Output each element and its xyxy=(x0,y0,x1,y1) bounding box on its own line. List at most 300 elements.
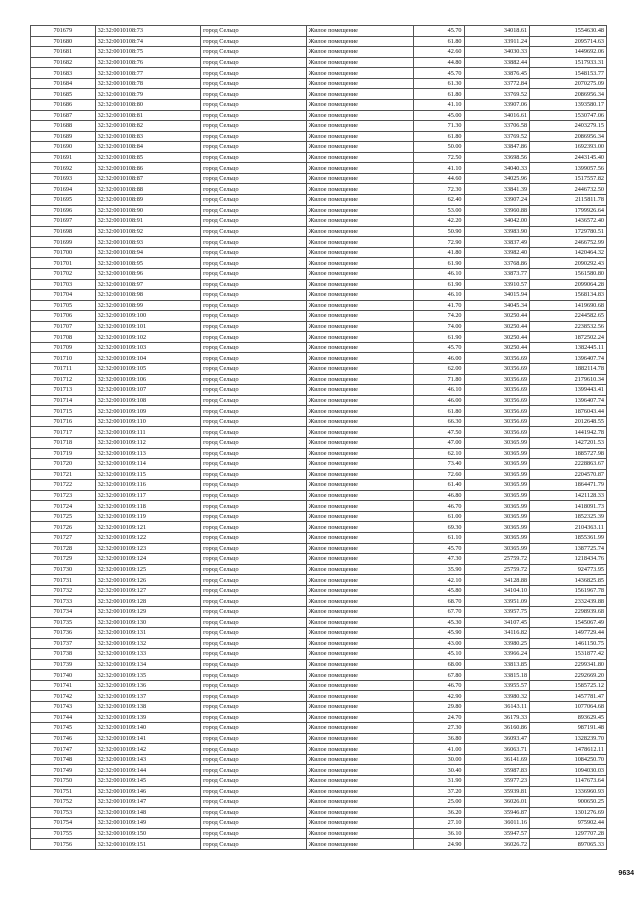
cell-price: 36093.47 xyxy=(464,733,530,744)
cell-type: Жилое помещение xyxy=(306,152,414,163)
cell-type: Жилое помещение xyxy=(306,596,414,607)
cell-area: 50.00 xyxy=(414,142,464,153)
cell-city: город Сельцо xyxy=(201,416,307,427)
cell-num: 701690 xyxy=(31,142,96,153)
cell-cadastral: 32:32:0010109:122 xyxy=(95,533,201,544)
cell-price: 30356.69 xyxy=(464,395,530,406)
cell-cadastral: 32:32:0010109:143 xyxy=(95,754,201,765)
cell-cadastral: 32:32:0010108:95 xyxy=(95,258,201,269)
cell-num: 701705 xyxy=(31,300,96,311)
cell-num: 701689 xyxy=(31,131,96,142)
cell-value: 1441942.78 xyxy=(530,427,607,438)
cell-num: 701747 xyxy=(31,744,96,755)
cell-city: город Сельцо xyxy=(201,99,307,110)
cell-area: 42.60 xyxy=(414,47,464,58)
cell-price: 36026.01 xyxy=(464,797,530,808)
cell-price: 25759.72 xyxy=(464,564,530,575)
cell-area: 61.00 xyxy=(414,511,464,522)
cell-num: 701752 xyxy=(31,797,96,808)
cell-type: Жилое помещение xyxy=(306,775,414,786)
cell-value: 1530747.06 xyxy=(530,110,607,121)
cell-num: 701696 xyxy=(31,205,96,216)
cell-city: город Сельцо xyxy=(201,237,307,248)
cell-price: 33837.49 xyxy=(464,237,530,248)
cell-type: Жилое помещение xyxy=(306,659,414,670)
cell-price: 33966.24 xyxy=(464,649,530,660)
cell-cadastral: 32:32:0010108:86 xyxy=(95,163,201,174)
cell-city: город Сельцо xyxy=(201,268,307,279)
cell-type: Жилое помещение xyxy=(306,533,414,544)
cell-value: 1545067.49 xyxy=(530,617,607,628)
cell-area: 61.90 xyxy=(414,279,464,290)
cell-area: 41.00 xyxy=(414,744,464,755)
cell-price: 30356.69 xyxy=(464,353,530,364)
cell-area: 24.90 xyxy=(414,839,464,850)
cell-area: 41.10 xyxy=(414,99,464,110)
cell-city: город Сельцо xyxy=(201,26,307,37)
cell-cadastral: 32:32:0010109:107 xyxy=(95,385,201,396)
table-row xyxy=(31,353,607,364)
cell-value: 2443145.40 xyxy=(530,152,607,163)
cell-cadastral: 32:32:0010109:117 xyxy=(95,490,201,501)
cell-area: 72.90 xyxy=(414,237,464,248)
cell-city: город Сельцо xyxy=(201,459,307,470)
cell-num: 701704 xyxy=(31,290,96,301)
table-row xyxy=(31,247,607,258)
table-row xyxy=(31,533,607,544)
cell-value: 2204570.87 xyxy=(530,469,607,480)
table-row xyxy=(31,26,607,37)
cell-area: 62.00 xyxy=(414,364,464,375)
cell-num: 701749 xyxy=(31,765,96,776)
cell-area: 30.00 xyxy=(414,754,464,765)
cell-area: 24.70 xyxy=(414,712,464,723)
cell-num: 701703 xyxy=(31,279,96,290)
table-row xyxy=(31,775,607,786)
cell-city: город Сельцо xyxy=(201,786,307,797)
cell-city: город Сельцо xyxy=(201,649,307,660)
cell-area: 46.10 xyxy=(414,268,464,279)
cell-city: город Сельцо xyxy=(201,828,307,839)
cell-cadastral: 32:32:0010109:148 xyxy=(95,807,201,818)
cell-type: Жилое помещение xyxy=(306,702,414,713)
cell-price: 35947.57 xyxy=(464,828,530,839)
cell-num: 701754 xyxy=(31,818,96,829)
table-row xyxy=(31,395,607,406)
cell-value: 975902.44 xyxy=(530,818,607,829)
cell-price: 30365.99 xyxy=(464,448,530,459)
cell-num: 701736 xyxy=(31,628,96,639)
cell-area: 37.20 xyxy=(414,786,464,797)
cell-cadastral: 32:32:0010109:146 xyxy=(95,786,201,797)
cell-city: город Сельцо xyxy=(201,765,307,776)
table-row xyxy=(31,691,607,702)
cell-num: 701719 xyxy=(31,448,96,459)
cell-cadastral: 32:32:0010108:79 xyxy=(95,89,201,100)
cell-value: 1554630.48 xyxy=(530,26,607,37)
cell-price: 33698.56 xyxy=(464,152,530,163)
cell-value: 1427201.53 xyxy=(530,437,607,448)
cell-cadastral: 32:32:0010108:98 xyxy=(95,290,201,301)
cell-area: 36.20 xyxy=(414,807,464,818)
table-row xyxy=(31,723,607,734)
table-row xyxy=(31,205,607,216)
cell-area: 61.10 xyxy=(414,533,464,544)
cell-type: Жилое помещение xyxy=(306,754,414,765)
cell-area: 72.30 xyxy=(414,184,464,195)
cell-city: город Сельцо xyxy=(201,152,307,163)
cell-value: 1399443.41 xyxy=(530,385,607,396)
cell-cadastral: 32:32:0010109:121 xyxy=(95,522,201,533)
cell-num: 701751 xyxy=(31,786,96,797)
cell-type: Жилое помещение xyxy=(306,543,414,554)
cell-city: город Сельцо xyxy=(201,659,307,670)
cell-type: Жилое помещение xyxy=(306,564,414,575)
cell-type: Жилое помещение xyxy=(306,480,414,491)
cell-price: 36160.86 xyxy=(464,723,530,734)
cell-city: город Сельцо xyxy=(201,195,307,206)
cell-cadastral: 32:32:0010109:149 xyxy=(95,818,201,829)
cell-value: 1517557.82 xyxy=(530,173,607,184)
cell-price: 30365.99 xyxy=(464,490,530,501)
cell-num: 701685 xyxy=(31,89,96,100)
cell-area: 42.10 xyxy=(414,575,464,586)
cell-type: Жилое помещение xyxy=(306,617,414,628)
cell-price: 36026.72 xyxy=(464,839,530,850)
cell-city: город Сельцо xyxy=(201,575,307,586)
cell-value: 2095714.63 xyxy=(530,36,607,47)
cell-cadastral: 32:32:0010109:136 xyxy=(95,680,201,691)
cell-value: 1885727.98 xyxy=(530,448,607,459)
cell-num: 701723 xyxy=(31,490,96,501)
cell-value: 1084250.70 xyxy=(530,754,607,765)
cell-type: Жилое помещение xyxy=(306,78,414,89)
cell-value: 1420464.32 xyxy=(530,247,607,258)
cell-city: город Сельцо xyxy=(201,142,307,153)
cell-area: 67.70 xyxy=(414,606,464,617)
cell-cadastral: 32:32:0010108:89 xyxy=(95,195,201,206)
cell-price: 30365.99 xyxy=(464,543,530,554)
cell-type: Жилое помещение xyxy=(306,279,414,290)
cell-cadastral: 32:32:0010108:78 xyxy=(95,78,201,89)
cell-type: Жилое помещение xyxy=(306,247,414,258)
table-row xyxy=(31,237,607,248)
cell-area: 41.80 xyxy=(414,247,464,258)
cell-price: 34104.10 xyxy=(464,585,530,596)
cell-area: 66.30 xyxy=(414,416,464,427)
cell-type: Жилое помещение xyxy=(306,469,414,480)
table-row xyxy=(31,385,607,396)
cell-value: 893629.45 xyxy=(530,712,607,723)
table-row xyxy=(31,490,607,501)
cell-type: Жилое помещение xyxy=(306,47,414,58)
cell-area: 45.90 xyxy=(414,628,464,639)
table-row xyxy=(31,797,607,808)
cell-value: 2099064.28 xyxy=(530,279,607,290)
table-row xyxy=(31,300,607,311)
cell-type: Жилое помещение xyxy=(306,99,414,110)
cell-area: 74.20 xyxy=(414,311,464,322)
cell-num: 701701 xyxy=(31,258,96,269)
cell-num: 701718 xyxy=(31,437,96,448)
cell-num: 701746 xyxy=(31,733,96,744)
cell-cadastral: 32:32:0010108:85 xyxy=(95,152,201,163)
cell-area: 45.00 xyxy=(414,110,464,121)
cell-city: город Сельцо xyxy=(201,374,307,385)
cell-price: 34018.61 xyxy=(464,26,530,37)
cell-num: 701715 xyxy=(31,406,96,417)
cell-area: 45.80 xyxy=(414,585,464,596)
cell-type: Жилое помещение xyxy=(306,36,414,47)
cell-num: 701683 xyxy=(31,68,96,79)
cell-type: Жилое помещение xyxy=(306,723,414,734)
cell-value: 2090292.43 xyxy=(530,258,607,269)
cell-cadastral: 32:32:0010109:134 xyxy=(95,659,201,670)
table-row xyxy=(31,480,607,491)
table-row xyxy=(31,744,607,755)
cell-city: город Сельцо xyxy=(201,839,307,850)
cell-type: Жилое помещение xyxy=(306,163,414,174)
cell-price: 36141.69 xyxy=(464,754,530,765)
cell-area: 68.70 xyxy=(414,596,464,607)
table-row xyxy=(31,290,607,301)
cell-num: 701707 xyxy=(31,321,96,332)
cell-num: 701706 xyxy=(31,311,96,322)
cell-value: 1497729.44 xyxy=(530,628,607,639)
cell-num: 701692 xyxy=(31,163,96,174)
cell-cadastral: 32:32:0010109:101 xyxy=(95,321,201,332)
cell-value: 2070275.09 xyxy=(530,78,607,89)
cell-area: 61.80 xyxy=(414,89,464,100)
cell-city: город Сельцо xyxy=(201,807,307,818)
table-row xyxy=(31,670,607,681)
cell-price: 33873.77 xyxy=(464,268,530,279)
cell-type: Жилое помещение xyxy=(306,786,414,797)
table-row xyxy=(31,195,607,206)
cell-price: 33982.40 xyxy=(464,247,530,258)
cell-type: Жилое помещение xyxy=(306,807,414,818)
cell-price: 30365.99 xyxy=(464,480,530,491)
cell-num: 701687 xyxy=(31,110,96,121)
table-row xyxy=(31,184,607,195)
cell-type: Жилое помещение xyxy=(306,26,414,37)
table-row xyxy=(31,89,607,100)
cell-area: 67.80 xyxy=(414,670,464,681)
cell-cadastral: 32:32:0010109:110 xyxy=(95,416,201,427)
cell-value: 1297707.28 xyxy=(530,828,607,839)
cell-type: Жилое помещение xyxy=(306,575,414,586)
cell-num: 701709 xyxy=(31,342,96,353)
cell-value: 2115811.78 xyxy=(530,195,607,206)
cell-cadastral: 32:32:0010109:142 xyxy=(95,744,201,755)
cell-cadastral: 32:32:0010108:73 xyxy=(95,26,201,37)
cell-city: город Сельцо xyxy=(201,321,307,332)
cell-cadastral: 32:32:0010109:141 xyxy=(95,733,201,744)
cell-type: Жилое помещение xyxy=(306,522,414,533)
cell-price: 34040.33 xyxy=(464,163,530,174)
cell-value: 2292669.20 xyxy=(530,670,607,681)
cell-cadastral: 32:32:0010108:92 xyxy=(95,226,201,237)
cell-price: 33882.44 xyxy=(464,57,530,68)
cell-cadastral: 32:32:0010109:102 xyxy=(95,332,201,343)
cell-price: 33951.09 xyxy=(464,596,530,607)
cell-num: 701726 xyxy=(31,522,96,533)
cell-num: 701750 xyxy=(31,775,96,786)
cell-city: город Сельцо xyxy=(201,110,307,121)
cell-city: город Сельцо xyxy=(201,680,307,691)
cell-value: 1418091.73 xyxy=(530,501,607,512)
table-row xyxy=(31,163,607,174)
table-row xyxy=(31,68,607,79)
cell-area: 71.30 xyxy=(414,121,464,132)
table-row xyxy=(31,712,607,723)
cell-num: 701743 xyxy=(31,702,96,713)
cell-num: 701737 xyxy=(31,638,96,649)
cell-value: 2244582.65 xyxy=(530,311,607,322)
cell-price: 36179.33 xyxy=(464,712,530,723)
cell-area: 41.10 xyxy=(414,163,464,174)
table-row xyxy=(31,364,607,375)
cell-type: Жилое помещение xyxy=(306,131,414,142)
cell-cadastral: 32:32:0010109:100 xyxy=(95,311,201,322)
cell-price: 30365.99 xyxy=(464,522,530,533)
cell-cadastral: 32:32:0010109:113 xyxy=(95,448,201,459)
cell-num: 701682 xyxy=(31,57,96,68)
table-row xyxy=(31,702,607,713)
cell-price: 30365.99 xyxy=(464,469,530,480)
cell-type: Жилое помещение xyxy=(306,195,414,206)
cell-type: Жилое помещение xyxy=(306,364,414,375)
cell-price: 30356.69 xyxy=(464,406,530,417)
cell-city: город Сельцо xyxy=(201,670,307,681)
cell-area: 61.80 xyxy=(414,36,464,47)
cell-city: город Сельцо xyxy=(201,364,307,375)
cell-area: 47.30 xyxy=(414,554,464,565)
cell-num: 701700 xyxy=(31,247,96,258)
cell-cadastral: 32:32:0010109:109 xyxy=(95,406,201,417)
table-row xyxy=(31,416,607,427)
cell-area: 69.30 xyxy=(414,522,464,533)
table-row xyxy=(31,36,607,47)
cell-cadastral: 32:32:0010109:116 xyxy=(95,480,201,491)
cell-area: 42.20 xyxy=(414,216,464,227)
cell-type: Жилое помещение xyxy=(306,680,414,691)
table-row xyxy=(31,437,607,448)
cell-price: 33957.75 xyxy=(464,606,530,617)
cell-cadastral: 32:32:0010109:132 xyxy=(95,638,201,649)
table-row xyxy=(31,332,607,343)
cell-value: 2298939.68 xyxy=(530,606,607,617)
cell-cadastral: 32:32:0010109:126 xyxy=(95,575,201,586)
cell-cadastral: 32:32:0010109:131 xyxy=(95,628,201,639)
cell-price: 30250.44 xyxy=(464,332,530,343)
cell-city: город Сельцо xyxy=(201,342,307,353)
cell-num: 701681 xyxy=(31,47,96,58)
table-row xyxy=(31,786,607,797)
cell-cadastral: 32:32:0010109:103 xyxy=(95,342,201,353)
cell-value: 1461150.75 xyxy=(530,638,607,649)
cell-city: город Сельцо xyxy=(201,395,307,406)
table-row xyxy=(31,47,607,58)
cell-price: 33911.24 xyxy=(464,36,530,47)
cell-type: Жилое помещение xyxy=(306,638,414,649)
table-row xyxy=(31,279,607,290)
cell-value: 2086956.34 xyxy=(530,89,607,100)
cell-city: город Сельцо xyxy=(201,754,307,765)
table-row xyxy=(31,596,607,607)
cell-area: 72.50 xyxy=(414,152,464,163)
cell-price: 30365.99 xyxy=(464,459,530,470)
cell-city: город Сельцо xyxy=(201,47,307,58)
cell-value: 1882114.78 xyxy=(530,364,607,375)
cell-type: Жилое помещение xyxy=(306,437,414,448)
cell-price: 33847.86 xyxy=(464,142,530,153)
cell-value: 1419690.68 xyxy=(530,300,607,311)
cell-price: 33876.45 xyxy=(464,68,530,79)
cell-num: 701691 xyxy=(31,152,96,163)
cell-num: 701735 xyxy=(31,617,96,628)
cell-city: город Сельцо xyxy=(201,163,307,174)
cell-price: 33772.84 xyxy=(464,78,530,89)
cell-num: 701756 xyxy=(31,839,96,850)
cell-type: Жилое помещение xyxy=(306,459,414,470)
cell-value: 1457781.47 xyxy=(530,691,607,702)
table-row xyxy=(31,564,607,575)
cell-num: 701693 xyxy=(31,173,96,184)
table-row xyxy=(31,754,607,765)
cell-value: 1517933.31 xyxy=(530,57,607,68)
cell-type: Жилое помещение xyxy=(306,216,414,227)
cell-city: город Сельцо xyxy=(201,638,307,649)
cell-area: 45.70 xyxy=(414,543,464,554)
cell-city: город Сельцо xyxy=(201,279,307,290)
cell-area: 72.60 xyxy=(414,469,464,480)
cell-price: 35946.87 xyxy=(464,807,530,818)
cell-area: 29.80 xyxy=(414,702,464,713)
cell-city: город Сельцо xyxy=(201,226,307,237)
cell-type: Жилое помещение xyxy=(306,554,414,565)
cell-cadastral: 32:32:0010109:140 xyxy=(95,723,201,734)
cell-cadastral: 32:32:0010108:97 xyxy=(95,279,201,290)
table-row xyxy=(31,342,607,353)
cell-cadastral: 32:32:0010109:144 xyxy=(95,765,201,776)
cell-price: 33960.88 xyxy=(464,205,530,216)
cell-type: Жилое помещение xyxy=(306,797,414,808)
cell-cadastral: 32:32:0010109:133 xyxy=(95,649,201,660)
cell-num: 701740 xyxy=(31,670,96,681)
cell-area: 31.90 xyxy=(414,775,464,786)
cell-cadastral: 32:32:0010108:91 xyxy=(95,216,201,227)
registry-table xyxy=(30,25,607,850)
cell-cadastral: 32:32:0010109:139 xyxy=(95,712,201,723)
cell-price: 34116.82 xyxy=(464,628,530,639)
cell-city: город Сельцо xyxy=(201,501,307,512)
cell-type: Жилое помещение xyxy=(306,406,414,417)
cell-type: Жилое помещение xyxy=(306,205,414,216)
table-row xyxy=(31,575,607,586)
cell-area: 61.80 xyxy=(414,406,464,417)
cell-type: Жилое помещение xyxy=(306,818,414,829)
cell-price: 30356.69 xyxy=(464,427,530,438)
cell-area: 62.10 xyxy=(414,448,464,459)
cell-city: город Сельцо xyxy=(201,797,307,808)
cell-area: 50.90 xyxy=(414,226,464,237)
cell-price: 36143.11 xyxy=(464,702,530,713)
cell-price: 30356.69 xyxy=(464,364,530,375)
cell-value: 2403279.15 xyxy=(530,121,607,132)
cell-area: 47.00 xyxy=(414,437,464,448)
cell-cadastral: 32:32:0010108:77 xyxy=(95,68,201,79)
